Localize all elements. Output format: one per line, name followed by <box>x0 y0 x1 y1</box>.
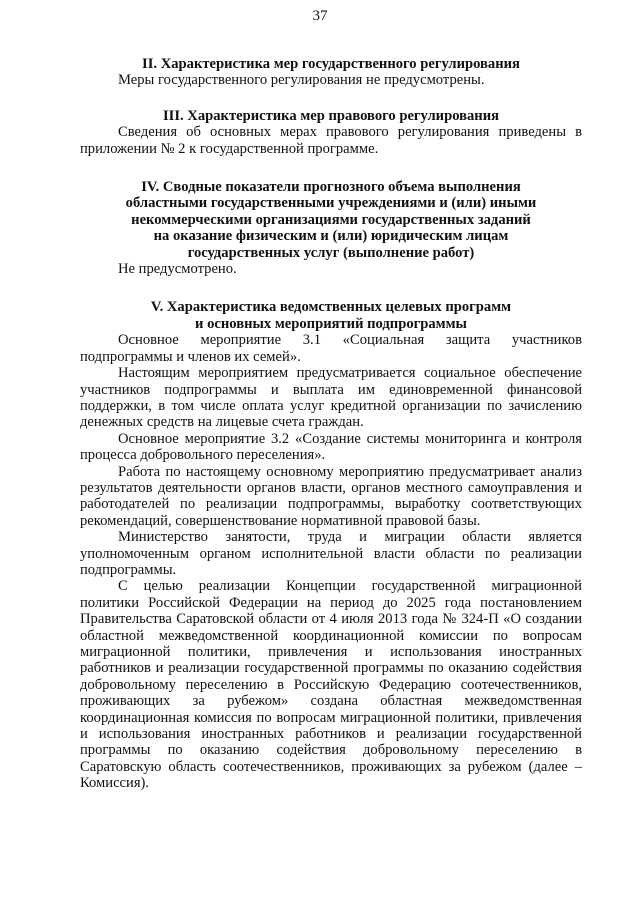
section-2-heading <box>80 56 582 72</box>
section-4-heading-line-4: на оказание физическим и (или) юридическим лицам <box>153 228 509 245</box>
section-4-heading <box>80 179 582 261</box>
section-4 <box>80 179 582 277</box>
section-5 <box>80 299 582 791</box>
section-5-heading-line-1: V. Характеристика ведомственных целевых программ <box>150 299 512 316</box>
section-2-paragraph-1: Меры государственного регулирования не предусмотрены. <box>118 72 485 89</box>
section-3-paragraph-1: Сведения об основных мерах правового регулирования приведены в приложении № 2 к государственной программе. <box>80 124 582 157</box>
section-5-paragraph-1: Основное мероприятие 3.1 «Социальная защита участников подпрограммы и членов их семей». <box>80 332 582 365</box>
document-body <box>80 56 582 792</box>
section-4-heading-line-3: некоммерческими организациями государственных заданий <box>131 211 531 228</box>
section-2-heading-line-1: II. Характеристика мер государственного регулирования <box>142 56 520 72</box>
section-3 <box>80 108 582 157</box>
section-4-heading-line-1: IV. Сводные показатели прогнозного объема выполнения <box>141 179 521 196</box>
section-5-heading-line-2: и основных мероприятий подпрограммы <box>195 315 467 332</box>
section-2 <box>80 56 582 89</box>
section-5-paragraph-4: Работа по настоящему основному мероприятию предусматривает анализ результатов деятельности органов власти, органов местного самоуправления и работодателей по реализации подпрограммы, выработку соответствующих рекомендаций, совершенствование нормативной правовой базы. <box>80 463 582 529</box>
section-5-paragraph-3: Основное мероприятие 3.2 «Создание системы мониторинга и контроля процесса добровольного переселения». <box>80 430 582 464</box>
section-4-paragraph-1: Не предусмотрено. <box>118 261 237 278</box>
section-5-paragraph-6: С целью реализации Концепции государственной миграционной политики Российской Федерации на период до 2025 года постановлением Правительства Саратовской области от 4 июля 2013 года № 324-П «О создании областной межведомственной координационной комиссии по вопросам миграционной политики, привлечения и использования иностранных работников и реализации государственной программы по оказанию содействия добровольному переселению в Российскую Федерацию соотечественников, проживающих за рубежом» создана областная межведомственная координационная комиссия по вопросам миграционной политики, привлечения и использования иностранных работников и реализации государственной программы по оказанию содействия добровольному переселению в Саратовскую область соотечественников, проживающих за рубежом (далее – Комиссия). <box>80 578 582 792</box>
section-5-heading <box>80 299 582 332</box>
section-4-heading-line-5: государственных услуг (выполнение работ) <box>187 244 475 261</box>
section-3-heading-line-1: III. Характеристика мер правового регулирования <box>162 107 500 124</box>
section-5-paragraph-2: Настоящим мероприятием предусматривается социальное обеспечение участников подпрограммы и выплата им единовременной финансовой поддержки, в том числе оплата услуг кредитной организации по зачислению денежных средств на лицевые счета граждан. <box>80 365 582 431</box>
section-4-heading-line-2: областными государственными учреждениями и (или) иными <box>125 195 537 212</box>
page-number: 37 <box>312 8 328 24</box>
section-5-paragraph-5: Министерство занятости, труда и миграции области является уполномоченным органом исполнительной власти области по реализации подпрограммы. <box>80 529 582 578</box>
section-3-heading <box>80 108 582 124</box>
